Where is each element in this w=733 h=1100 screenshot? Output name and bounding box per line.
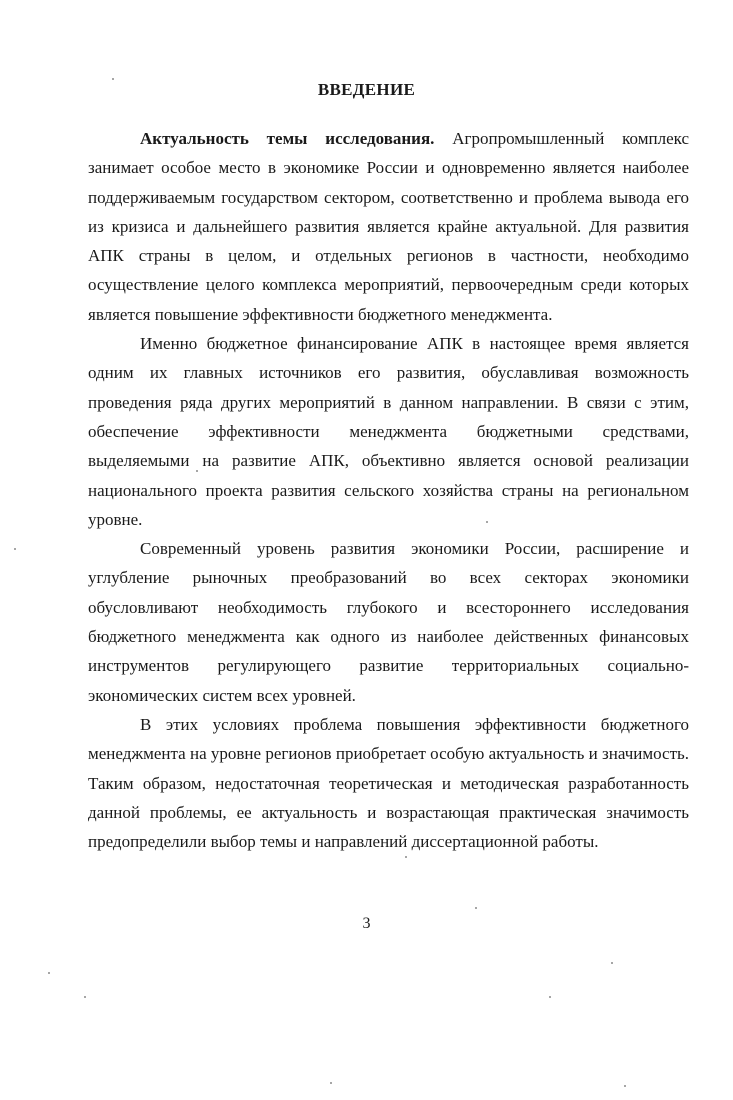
scan-speck	[475, 907, 477, 909]
paragraph-research-conditions: В этих условиях проблема повышения эффективности бюджетного менеджмента на уровне регионов приобретает особую актуальность и значимость. Таким образом, недостаточная теоретическая и методическая разработанность данной проблемы, ее актуальность и возрастающая практическая значимость предопределили выбор темы и направлений диссертационной работы.	[88, 714, 689, 852]
page-number: 3	[362, 915, 371, 932]
paragraph-economic-level: Современный уровень развития экономики России, расширение и углубление рыночных преобразований во всех секторах экономики обусловливают необходимость глубокого и всестороннего исследования бюджетного менеджмента как одного из наиболее действенных финансовых инструментов регулирующего развитие территориальных социально-экономических систем всех уровней.	[88, 539, 689, 705]
scan-speck	[84, 996, 86, 998]
paragraph-relevance	[88, 124, 689, 329]
scan-speck	[405, 856, 407, 858]
scan-speck	[14, 548, 16, 550]
paragraph-text: Агропромышленный комплекс занимает особое место в экономике России и одновременно является наиболее поддерживаемым государством сектором, соответственно и проблема вывода его из кризиса и дальнейшего развития является крайне актуальной. Для развития АПК страны в целом, и отдельных регионов в частности, необходимо осуществление целого комплекса мероприятий, первоочередным среди которых является повышение эффективности бюджетного менеджмента.	[88, 129, 689, 324]
paragraph-lead-heading: Актуальность темы исследования.	[140, 129, 435, 148]
scan-speck	[624, 1085, 626, 1087]
section-title: ВВЕДЕНИЕ	[317, 80, 416, 99]
scan-speck	[48, 972, 50, 974]
paragraph-budget-financing: Именно бюджетное финансирование АПК в настоящее время является одним их главных источников его развития, обуславливая возможность проведения ряда других мероприятий в данном направлении. В связи с этим, обеспечение эффективности менеджмента бюджетными средствами, выделяемыми на развитие АПК, объективно является основой реализации национального проекта развития сельского хозяйства страны на региональном уровне.	[88, 334, 689, 529]
scan-speck	[549, 996, 551, 998]
scan-speck	[486, 521, 488, 523]
scan-speck	[330, 1082, 332, 1084]
scan-speck	[611, 962, 613, 964]
scan-speck	[196, 470, 198, 472]
document-body	[88, 124, 689, 856]
scan-speck	[112, 78, 114, 80]
